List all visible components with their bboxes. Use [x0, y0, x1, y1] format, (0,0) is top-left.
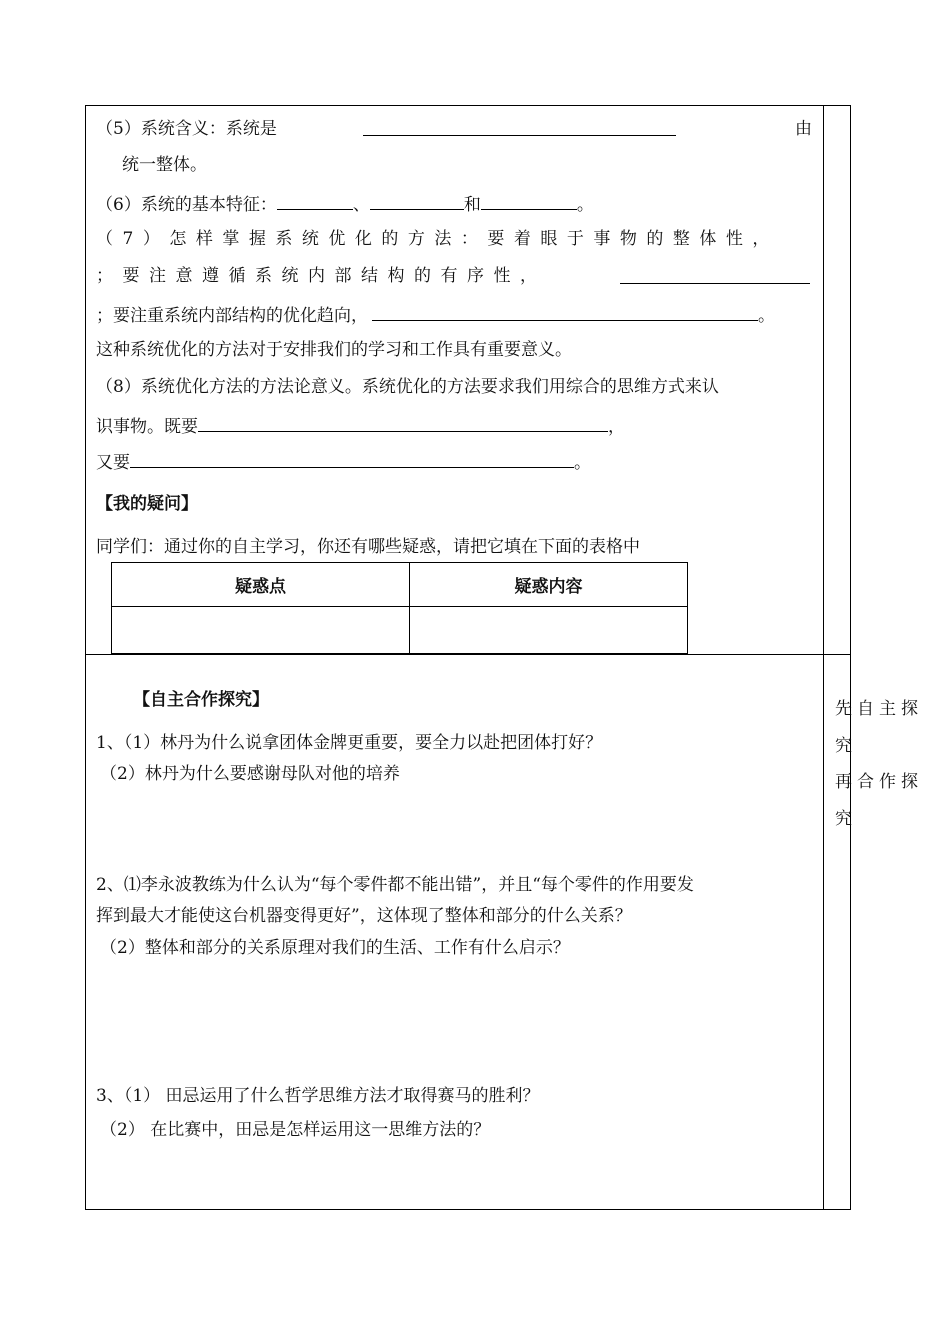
- section-heading: 【自主合作探究】: [133, 690, 269, 710]
- item6-line: [96, 194, 594, 214]
- item6-blank-1[interactable]: [277, 194, 353, 210]
- questions-heading: 【我的疑问】: [96, 494, 198, 514]
- item7-line3: [96, 305, 775, 325]
- item8-line3-end: 。: [574, 453, 591, 473]
- question-1-part-1: 1、（1）林丹为什么说拿团体金牌更重要，要全力以赴把团体打好？: [96, 733, 603, 753]
- item7-line1: （7）怎样掌握系统优化的方法：要着眼于事物的整体性，: [96, 229, 779, 249]
- question-3-part-1: 3、（1） 田忌运用了什么哲学思维方法才取得赛马的胜利？: [96, 1086, 540, 1106]
- question-3-part-2: （2） 在比赛中，田忌是怎样运用这一思维方法的？: [100, 1120, 491, 1140]
- item7-blank-1[interactable]: [620, 268, 810, 284]
- item7-line3-label: ；要注重系统内部结构的优化趋向，: [96, 306, 368, 326]
- item7-line2: ；要注意遵循系统内部结构的有序性，: [96, 266, 547, 286]
- questions-intro: 同学们：通过你的自主学习，你还有哪些疑惑，请把它填在下面的表格中: [96, 537, 640, 557]
- table-input-cell[interactable]: [410, 607, 688, 654]
- item8-line3: [96, 452, 591, 472]
- item6-end: 。: [576, 195, 594, 215]
- table-header-cell: 疑惑内容: [410, 563, 688, 607]
- item7-line4: 这种系统优化的方法对于安排我们的学习和工作具有重要意义。: [96, 340, 572, 360]
- item6-label: （6）系统的基本特征：: [96, 195, 277, 215]
- questions-table: [111, 562, 688, 654]
- item5-blank[interactable]: [363, 120, 676, 136]
- item7-line3-end: 。: [758, 306, 775, 326]
- side-note-line3: 再合作探: [835, 772, 923, 792]
- item5-continuation: 统一整体。: [122, 155, 207, 175]
- table-header-row: [112, 563, 688, 607]
- side-note-line2: 究: [835, 736, 852, 756]
- question-2-part-2: （2）整体和部分的关系原理对我们的生活、工作有什么启示？: [100, 938, 570, 958]
- side-note-line1: 先自主探: [835, 699, 923, 719]
- item8-line2-end: ，: [608, 417, 625, 437]
- item8-blank-1[interactable]: [198, 416, 608, 432]
- item8-line3-label: 又要: [96, 453, 130, 473]
- item6-separator: 、: [352, 195, 370, 215]
- side-note-line4: 究: [835, 809, 852, 829]
- item5-suffix: 由: [795, 119, 812, 139]
- row-divider: [85, 654, 851, 655]
- item8-line2: [96, 416, 625, 436]
- item6-and: 和: [463, 195, 481, 215]
- table-input-cell[interactable]: [112, 607, 410, 654]
- question-1-part-2: （2）林丹为什么要感谢母队对他的培养: [100, 764, 400, 784]
- item8-line2-label: 识事物。既要: [96, 417, 198, 437]
- question-2-part-1-cont: 挥到最大才能使这台机器变得更好”，这体现了整体和部分的什么关系？: [96, 906, 632, 926]
- item6-blank-2[interactable]: [370, 194, 464, 210]
- item5-label: （5）系统含义：系统是: [96, 119, 277, 139]
- item8-blank-2[interactable]: [130, 452, 574, 468]
- item8-line1: （8）系统优化方法的方法论意义。系统优化的方法要求我们用综合的思维方式来认: [96, 377, 719, 397]
- item7-blank-2[interactable]: [372, 305, 758, 321]
- item6-blank-3[interactable]: [481, 194, 577, 210]
- table-header-cell: 疑惑点: [112, 563, 410, 607]
- table-row: [112, 607, 688, 654]
- question-2-part-1: 2、⑴李永波教练为什么认为“每个零件都不能出错”，并且“每个零件的作用要发: [96, 875, 694, 895]
- column-divider: [823, 105, 824, 1210]
